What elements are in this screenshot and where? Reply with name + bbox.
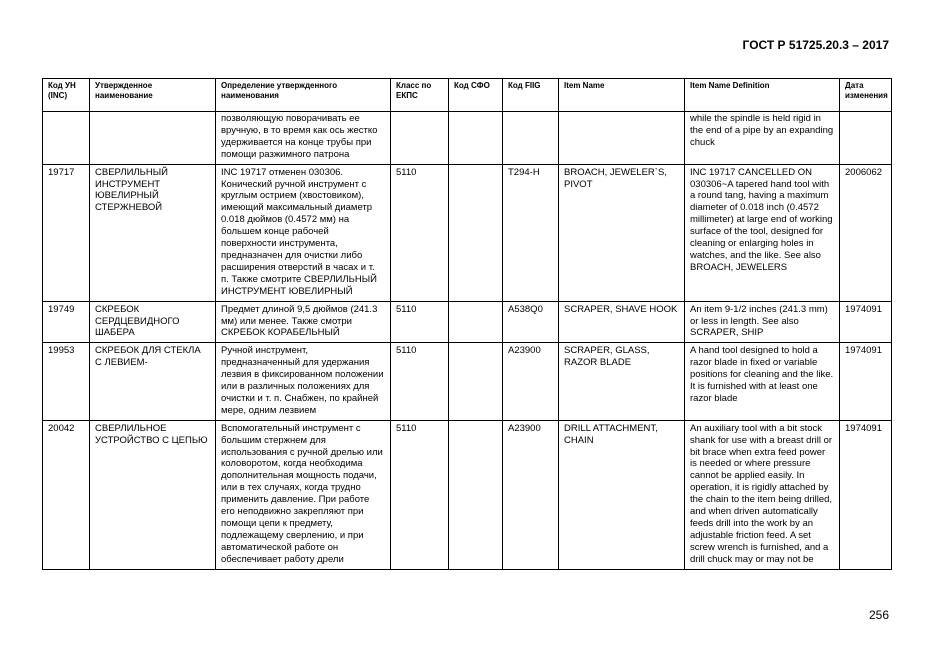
header-cell-item-name: Item Name xyxy=(559,79,685,112)
cell-sfo-code xyxy=(449,164,503,301)
cell-change-date xyxy=(840,112,892,165)
cell-item-name-definition: while the spindle is held rigid in the end of a pipe by an expanding chuck xyxy=(685,112,840,165)
cell-item-name-definition: An auxiliary tool with a bit stock shank for use with a breast drill or bit brace when extra feed power is needed or where pressure cannot be applied easily. In operation, it is rigidly attached by the chain to the item being drilled, and when driven automatically feeds drill into the work by an adjustable friction feed. A set screw wrench is furnished, and a drill chuck may or may not be xyxy=(685,420,840,569)
cell-ekps-class xyxy=(391,112,449,165)
cell-approved-name: СВЕРЛИЛЬНОЕ УСТРОЙСТВО С ЦЕПЬЮ xyxy=(90,420,216,569)
header-cell-ekps-class: Класс по ЕКПС xyxy=(391,79,449,112)
cell-inc: 19717 xyxy=(43,164,90,301)
cell-sfo-code xyxy=(449,420,503,569)
table-row xyxy=(43,343,892,420)
cell-approved-name: СКРЕБОК ДЛЯ СТЕКЛА С ЛЕВИЕМ- xyxy=(90,343,216,420)
cell-item-name xyxy=(559,112,685,165)
cell-definition: INC 19717 отменен 030306. Конический ручной инструмент с круглым острием (хвостовиком), имеющий максимальный диаметр 0.018 дюймов (0.4572 мм) на большем конце рабочей поверхности инструмента, предназначен для очистки либо расширения отверстий в часах и т. п. Также смотрите СВЕРЛИЛЬНЫЙ ИНСТРУМЕНТ ЮВЕЛИРНЫЙ xyxy=(216,164,391,301)
header-cell-inc: Код УН (INC) xyxy=(43,79,90,112)
cell-fiig-code: A23900 xyxy=(503,343,559,420)
cell-definition: Ручной инструмент, предназначенный для удержания лезвия в фиксированном положении или в различных положениях для очистки и т. п. Снабжен, по крайней мере, одним лезвием xyxy=(216,343,391,420)
cell-sfo-code xyxy=(449,301,503,343)
cell-fiig-code: T294-H xyxy=(503,164,559,301)
cell-ekps-class: 5110 xyxy=(391,164,449,301)
cell-inc: 19953 xyxy=(43,343,90,420)
cell-sfo-code xyxy=(449,343,503,420)
table-row xyxy=(43,112,892,165)
cell-sfo-code xyxy=(449,112,503,165)
table-row xyxy=(43,301,892,343)
cell-ekps-class: 5110 xyxy=(391,420,449,569)
cell-definition: позволяющую поворачивать ее вручную, в то время как ось жестко удерживается на конце трубы при помощи разжимного патрона xyxy=(216,112,391,165)
cell-item-name: BROACH, JEWELER`S, PIVOT xyxy=(559,164,685,301)
header-cell-fiig-code: Код FIIG xyxy=(503,79,559,112)
cell-change-date: 1974091 xyxy=(840,420,892,569)
cell-item-name: DRILL ATTACHMENT, CHAIN xyxy=(559,420,685,569)
cell-change-date: 1974091 xyxy=(840,301,892,343)
cell-inc xyxy=(43,112,90,165)
classification-table xyxy=(42,78,892,570)
cell-item-name: SCRAPER, SHAVE HOOK xyxy=(559,301,685,343)
cell-fiig-code: A538Q0 xyxy=(503,301,559,343)
page-number: 256 xyxy=(868,608,889,622)
header-cell-change-date: Дата изменения xyxy=(840,79,892,112)
cell-item-name: SCRAPER, GLASS, RAZOR BLADE xyxy=(559,343,685,420)
header-cell-approved-name: Утвержденное наименование xyxy=(90,79,216,112)
cell-approved-name xyxy=(90,112,216,165)
cell-fiig-code xyxy=(503,112,559,165)
cell-item-name-definition: An item 9-1/2 inches (241.3 mm) or less in length. See also SCRAPER, SHIP xyxy=(685,301,840,343)
cell-definition: Вспомогательный инструмент с большим стержнем для использования с ручной дрелью или коловоротом, когда необходима дополнительная мощность подачи, или в тех случаях, когда трудно применить давление. При работе его неподвижно закрепляют при помощи цепи к предмету, подлежащему сверлению, и при автоматической работе он обеспечивает работу дрели xyxy=(216,420,391,569)
table-header-row xyxy=(43,79,892,112)
cell-inc: 20042 xyxy=(43,420,90,569)
cell-approved-name: СКРЕБОК СЕРДЦЕВИДНОГО ШАБЕРА xyxy=(90,301,216,343)
header-cell-sfo-code: Код СФО xyxy=(449,79,503,112)
cell-inc: 19749 xyxy=(43,301,90,343)
cell-change-date: 2006062 xyxy=(840,164,892,301)
cell-item-name-definition: A hand tool designed to hold a razor blade in fixed or variable positions for cleaning and the like. It is furnished with at least one razor blade xyxy=(685,343,840,420)
cell-fiig-code: A23900 xyxy=(503,420,559,569)
cell-ekps-class: 5110 xyxy=(391,301,449,343)
cell-approved-name: СВЕРЛИЛЬНЫЙ ИНСТРУМЕНТ ЮВЕЛИРНЫЙ СТЕРЖНЕВОЙ xyxy=(90,164,216,301)
cell-ekps-class: 5110 xyxy=(391,343,449,420)
cell-definition: Предмет длиной 9,5 дюймов (241.3 мм) или менее. Также смотри СКРЕБОК КОРАБЕЛЬНЫЙ xyxy=(216,301,391,343)
document-standard-header: ГОСТ Р 51725.20.3 – 2017 xyxy=(742,38,889,52)
cell-change-date: 1974091 xyxy=(840,343,892,420)
table-row xyxy=(43,164,892,301)
cell-item-name-definition: INC 19717 CANCELLED ON 030306~A tapered hand tool with a round tang, having a maximum diameter of 0.018 inch (0.4572 millimeter) at large end of working surface of the tool, designed for cleaning or enlarging holes in watches, and the like. See also BROACH, JEWELERS xyxy=(685,164,840,301)
table-row xyxy=(43,420,892,569)
header-cell-definition: Определение утвержденного наименования xyxy=(216,79,391,112)
header-cell-item-name-definition: Item Name Definition xyxy=(685,79,840,112)
